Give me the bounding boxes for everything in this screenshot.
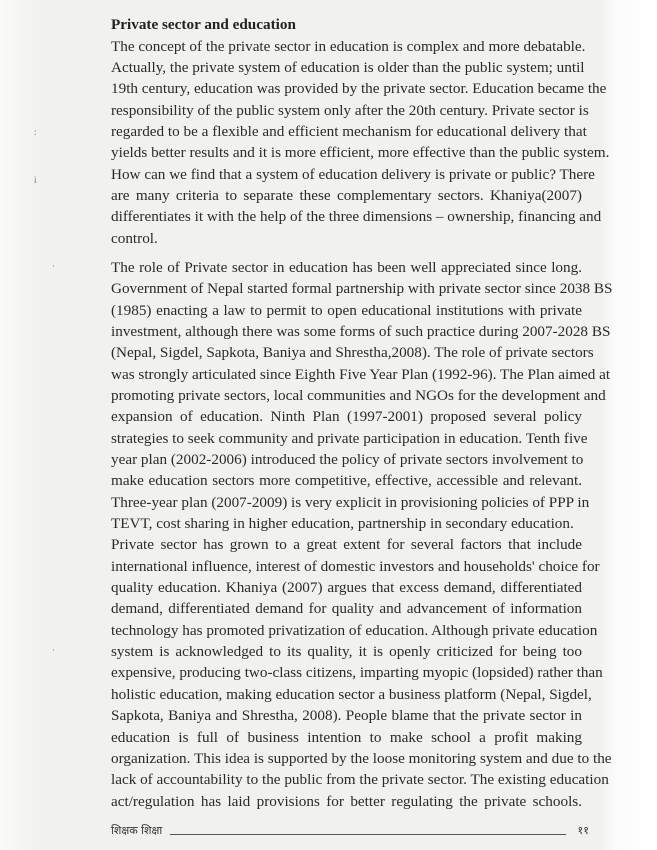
text-line: (Nepal, Sigdel, Sapkota, Baniya and Shrestha,2008). The role of private sectors xyxy=(111,344,594,362)
text-line: are many criteria to separate these complementary sectors. Khaniya(2007) xyxy=(111,186,582,204)
text-line: lack of accountability to the public from the private sector. The existing education xyxy=(111,771,609,789)
text-line: Private sector has grown to a great extent for several factors that include xyxy=(111,536,582,554)
text-line: The role of Private sector in education has been well appreciated since long. xyxy=(111,258,582,276)
text-line: Three-year plan (2007-2009) is very explicit in provisioning policies of PPP in xyxy=(111,493,590,511)
text-line: system is acknowledged to its quality, it is openly criticized for being too xyxy=(111,643,582,661)
text-line: investment, although there was some forms of such practice during 2007-2028 BS xyxy=(111,322,611,340)
text-line: 19th century, education was provided by the private sector. Education became the xyxy=(111,80,607,98)
text-line: expensive, producing two-class citizens, imparting myopic (lopsided) rather than xyxy=(111,664,603,682)
page-number: ११ xyxy=(577,824,589,837)
text-line: Sapkota, Baniya and Shrestha, 2008). People blame that the private sector in xyxy=(111,707,582,725)
page-footer xyxy=(111,818,591,838)
text-line: control. xyxy=(111,229,158,247)
text-line: Actually, the private system of education is older than the public system; until xyxy=(111,58,585,76)
text-line: act/regulation has laid provisions for better regulating the private schools. xyxy=(111,792,582,810)
section-heading: Private sector and education xyxy=(111,16,296,33)
text-line: The concept of the private sector in education is complex and more debatable. xyxy=(111,37,586,55)
text-line: technology has promoted privatization of education. Although private education xyxy=(111,621,598,639)
journal-title: शिक्षक शिक्षा xyxy=(111,824,163,837)
text-line: differentiates it with the help of the three dimensions – ownership, financing and xyxy=(111,208,602,226)
margin-mark: : xyxy=(34,127,37,137)
text-line: regarded to be a flexible and efficient mechanism for educational delivery that xyxy=(111,122,587,140)
text-line: How can we find that a system of education delivery is private or public? There xyxy=(111,165,595,183)
margin-mark: · xyxy=(52,261,55,271)
document-body xyxy=(111,14,613,812)
text-line: expansion of education. Ninth Plan (1997-2001) proposed several policy xyxy=(111,408,582,426)
paragraph-2 xyxy=(111,257,613,534)
text-line: yields better results and it is more efficient, more effective than the public system. xyxy=(111,144,610,162)
text-line: TEVT, cost sharing in higher education, partnership in secondary education. xyxy=(111,515,574,533)
margin-mark: i xyxy=(34,175,37,185)
text-line: make education sectors more competitive, effective, accessible and relevant. xyxy=(111,472,582,490)
text-line: promoting private sectors, local communities and NGOs for the development and xyxy=(111,387,606,404)
text-line: (1985) enacting a law to permit to open educational institutions with private xyxy=(111,301,582,319)
margin-mark: · xyxy=(52,645,55,655)
text-line: organization. This idea is supported by the loose monitoring system and due to the xyxy=(111,749,612,767)
text-line: was strongly articulated since Eighth Five Year Plan (1992-96). The Plan aimed at xyxy=(111,365,611,383)
text-line: demand, differentiated demand for quality and advancement of information xyxy=(111,600,582,618)
text-line: Government of Nepal started formal partnership with private sector since 2038 BS xyxy=(111,280,613,298)
text-line: holistic education, making education sector a business platform (Nepal, Sigdel, xyxy=(111,685,592,703)
paragraph-3 xyxy=(111,534,612,811)
text-line: quality education. Khaniya (2007) argues that excess demand, differentiated xyxy=(111,579,582,597)
footer-rule xyxy=(170,833,565,835)
text-line: education is full of business intention to make school a profit making xyxy=(111,728,582,746)
paragraph-1 xyxy=(111,36,610,249)
text-line: year plan (2002-2006) introduced the policy of private sectors involvement to xyxy=(111,451,584,469)
text-line: international influence, interest of domestic investors and households' choice for xyxy=(111,557,600,575)
text-line: responsibility of the public system only after the 20th century. Private sector is xyxy=(111,101,589,119)
text-line: strategies to seek community and private participation in education. Tenth five xyxy=(111,429,588,447)
